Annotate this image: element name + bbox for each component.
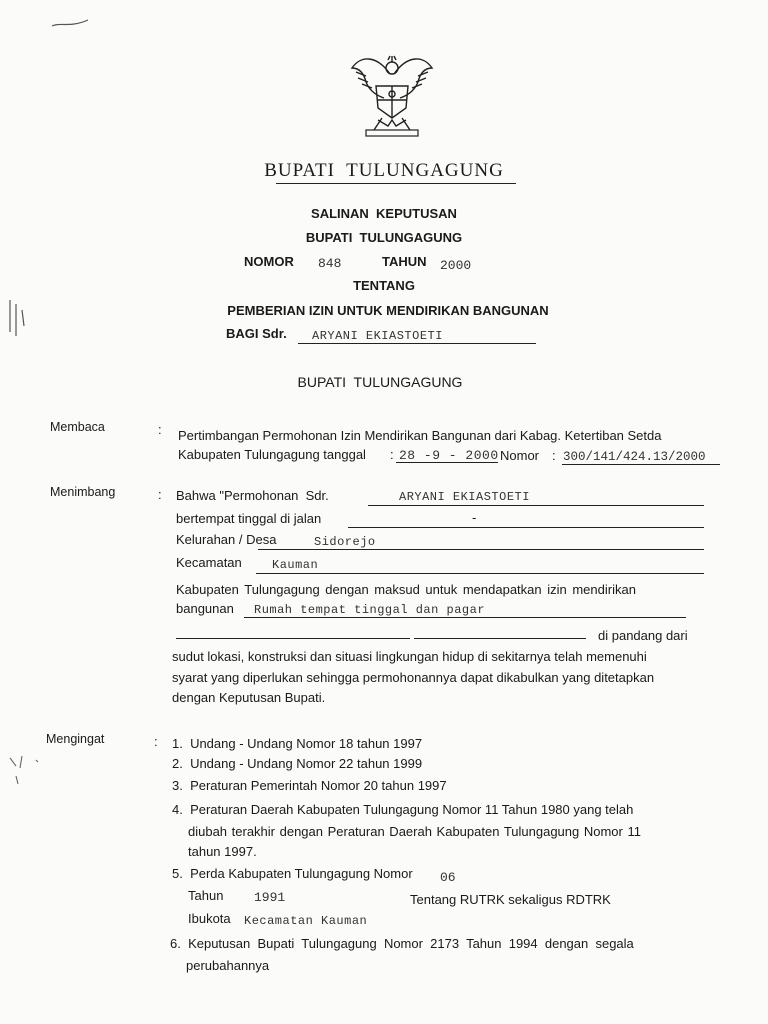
mengingat-colon: : bbox=[154, 734, 158, 749]
mengingat-item-1: 1. Undang - Undang Nomor 18 tahun 1997 bbox=[172, 736, 423, 751]
title-text: BUPATI TULUNGAGUNG bbox=[264, 160, 504, 181]
menimbang-label: Menimbang bbox=[50, 485, 116, 499]
kecamatan-underline bbox=[256, 573, 704, 574]
mengingat-item-5a: 5. Perda Kabupaten Tulungagung Nomor bbox=[172, 866, 413, 881]
bagi-underline bbox=[298, 343, 536, 344]
mengingat-label: Mengingat bbox=[46, 732, 105, 746]
subject-heading: PEMBERIAN IZIN UNTUK MENDIRIKAN BANGUNAN bbox=[227, 303, 549, 318]
menimbang-colon: : bbox=[158, 487, 162, 502]
jalan-label: bertempat tinggal di jalan bbox=[176, 511, 322, 526]
mengingat-item-4b: diubah terakhir dengan Peraturan Daerah Kabupaten Tulungagung Nomor 11 bbox=[188, 824, 641, 839]
mengingat-item-6b: perubahannya bbox=[186, 958, 270, 973]
nomor-value: 848 bbox=[318, 256, 342, 271]
bagi-value: ARYANI EKIASTOETI bbox=[312, 329, 443, 343]
membaca-tanggal: 28 -9 - 2000 bbox=[399, 448, 499, 463]
tahun-label: TAHUN bbox=[382, 254, 427, 269]
desa-value: Sidorejo bbox=[314, 535, 376, 549]
membaca-nomor-label: Nomor bbox=[500, 448, 540, 463]
tanggal-colon: : bbox=[390, 447, 394, 462]
kecamatan-value: Kauman bbox=[272, 558, 319, 572]
bangunan-underline bbox=[244, 617, 686, 618]
membaca-label: Membaca bbox=[50, 420, 105, 434]
blank-line-2 bbox=[414, 638, 586, 639]
header-line-1: SALINAN KEPUTUSAN bbox=[311, 206, 457, 221]
item5-ibukota-value: Kecamatan Kauman bbox=[244, 914, 368, 928]
dipandang-text: di pandang dari bbox=[598, 628, 688, 643]
desa-label: Kelurahan / Desa bbox=[176, 532, 277, 547]
membaca-nomor-colon: : bbox=[552, 448, 556, 463]
tanggal-underline bbox=[396, 462, 498, 463]
bagi-label: BAGI Sdr. bbox=[226, 326, 287, 341]
document-title bbox=[0, 160, 768, 182]
menimbang-para-3: dengan Keputusan Bupati. bbox=[172, 690, 326, 705]
mengingat-item-4c: tahun 1997. bbox=[188, 844, 257, 859]
jalan-underline bbox=[348, 527, 704, 528]
desa-underline bbox=[258, 549, 704, 550]
membaca-line-2: Kabupaten Tulungagung tanggal bbox=[178, 447, 366, 462]
margin-mark-2-icon bbox=[6, 752, 46, 788]
tentang-heading: TENTANG bbox=[353, 278, 415, 293]
maksud-text: Kabupaten Tulungagung dengan maksud untuk mendapatkan izin mendirikan bbox=[176, 582, 636, 597]
margin-mark-icon bbox=[4, 296, 30, 340]
item5-tahun-value: 1991 bbox=[254, 890, 286, 905]
mengingat-item-3: 3. Peraturan Pemerintah Nomor 20 tahun 1997 bbox=[172, 778, 447, 793]
nomor-underline bbox=[562, 464, 720, 465]
bangunan-value: Rumah tempat tinggal dan pagar bbox=[254, 603, 486, 617]
item5-tentang: Tentang RUTRK sekaligus RDTRK bbox=[410, 892, 611, 907]
item5-ibukota-label: Ibukota bbox=[188, 911, 231, 926]
kecamatan-label: Kecamatan bbox=[176, 555, 242, 570]
item5-tahun-label: Tahun bbox=[188, 888, 224, 903]
jalan-value: - bbox=[472, 510, 477, 525]
mengingat-item-6a: 6. Keputusan Bupati Tulungagung Nomor 2173 Tahun 1994 dengan segala bbox=[170, 936, 634, 951]
membaca-colon: : bbox=[158, 422, 162, 437]
bupati-heading: BUPATI TULUNGAGUNG bbox=[297, 374, 463, 390]
menimbang-bahwa: Bahwa "Permohonan Sdr. bbox=[176, 488, 329, 503]
tahun-value: 2000 bbox=[440, 258, 472, 273]
mengingat-item-2: 2. Undang - Undang Nomor 22 tahun 1999 bbox=[172, 756, 423, 771]
mengingat-item-4a: 4. Peraturan Daerah Kabupaten Tulungagung Nomor 11 Tahun 1980 yang telah bbox=[172, 802, 634, 817]
blank-line-1 bbox=[176, 638, 410, 639]
header-line-2: BUPATI TULUNGAGUNG bbox=[305, 230, 463, 245]
garuda-emblem-icon bbox=[346, 46, 438, 142]
nomor-label: NOMOR bbox=[244, 254, 294, 269]
menimbang-nama: ARYANI EKIASTOETI bbox=[399, 490, 530, 504]
nama-underline bbox=[368, 505, 704, 506]
bangunan-label: bangunan bbox=[176, 601, 234, 616]
membaca-line-1: Pertimbangan Permohonan Izin Mendirikan Bangunan dari Kabag. Ketertiban Setda bbox=[178, 428, 662, 443]
menimbang-para-2: syarat yang diperlukan sehingga permohonannya dapat dikabulkan yang ditetapkan bbox=[172, 670, 655, 685]
title-underline bbox=[276, 183, 516, 184]
membaca-nomor-value: 300/141/424.13/2000 bbox=[563, 450, 706, 464]
item5-nomor-value: 06 bbox=[440, 870, 456, 885]
menimbang-para-1: sudut lokasi, konstruksi dan situasi lingkungan hidup di sekitarnya telah memenuhi bbox=[172, 649, 647, 664]
scan-mark-icon bbox=[48, 12, 92, 32]
